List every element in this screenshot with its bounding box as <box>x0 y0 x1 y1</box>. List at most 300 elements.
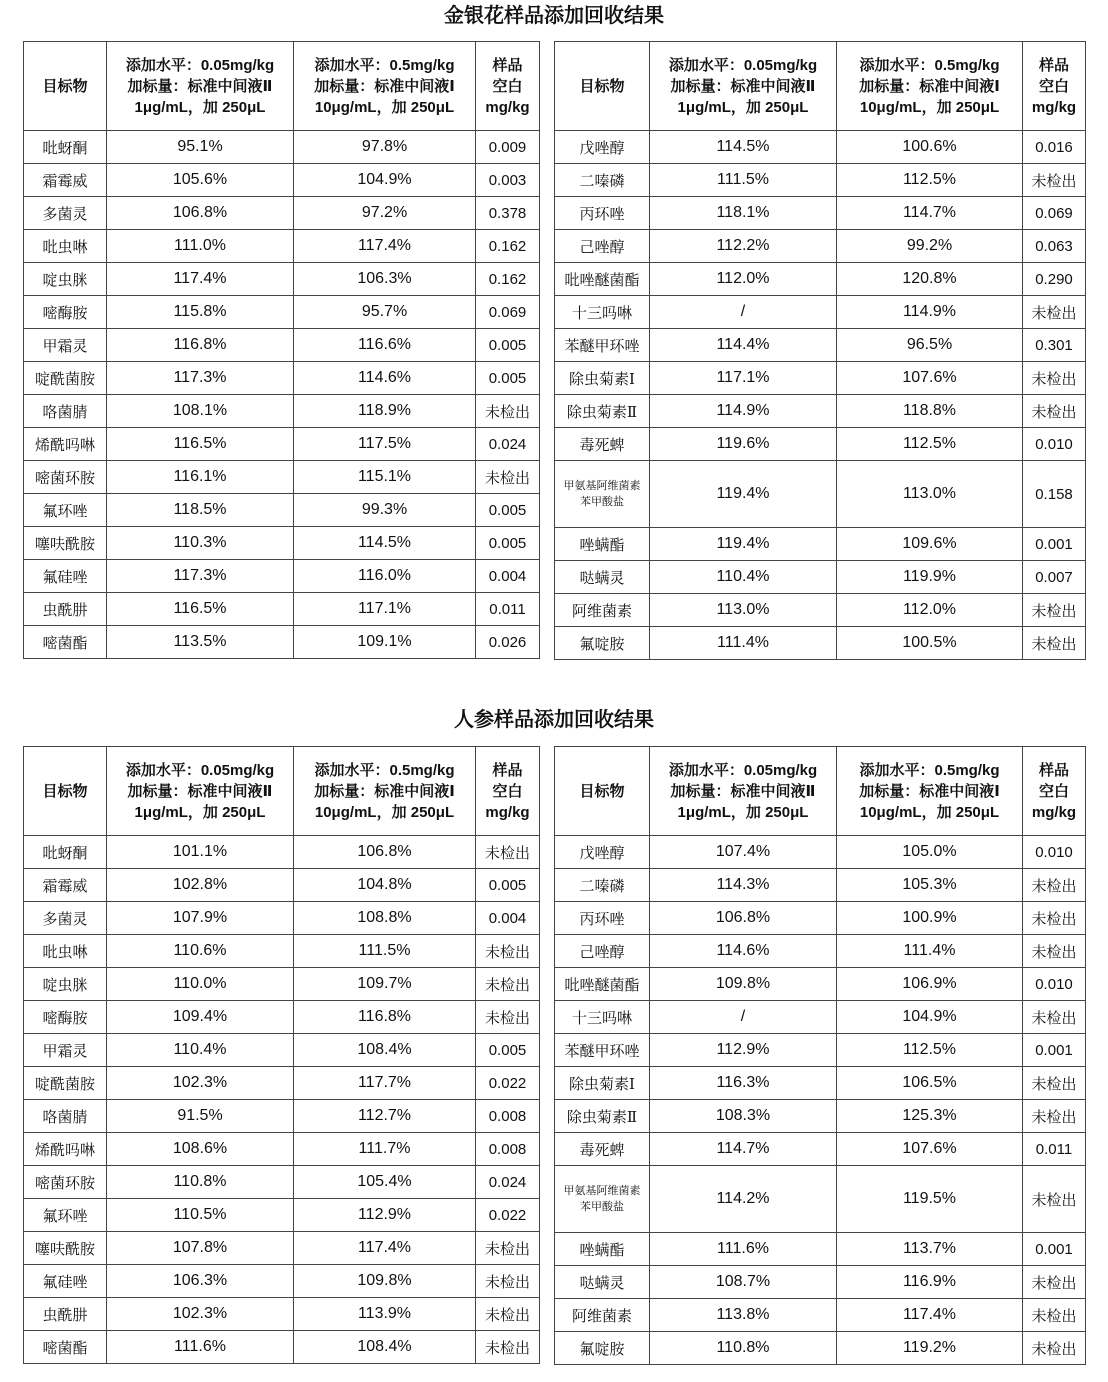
recovery-high: 97.8% <box>294 131 476 164</box>
analyte-name: 噻呋酰胺 <box>24 527 107 560</box>
recovery-high: 119.5% <box>837 1166 1023 1233</box>
header-row <box>24 42 540 131</box>
blank-value: 未检出 <box>476 1298 540 1331</box>
recovery-high: 99.2% <box>837 230 1023 263</box>
recovery-low: 109.8% <box>650 968 837 1001</box>
table-row <box>24 1232 540 1265</box>
recovery-low: 108.3% <box>650 1100 837 1133</box>
table-row <box>555 230 1086 263</box>
analyte-name: 烯酰吗啉 <box>24 428 107 461</box>
header-line: 添加水平：0.5mg/kg <box>314 761 455 779</box>
blank-value: 未检出 <box>476 1265 540 1298</box>
recovery-low: 113.0% <box>650 594 837 627</box>
recovery-high: 111.7% <box>294 1133 476 1166</box>
header-high <box>294 747 476 836</box>
header-high <box>837 42 1023 131</box>
recovery-high: 117.4% <box>837 1299 1023 1332</box>
analyte-name: 十三吗啉 <box>555 296 650 329</box>
recovery-high: 118.9% <box>294 395 476 428</box>
analyte-name: 毒死蜱 <box>555 428 650 461</box>
blank-value: 未检出 <box>1023 627 1086 660</box>
recovery-low: 116.5% <box>107 428 294 461</box>
header-low <box>107 42 294 131</box>
analyte-name: 唑螨酯 <box>555 528 650 561</box>
recovery-high: 116.9% <box>837 1266 1023 1299</box>
recovery-low: 117.3% <box>107 362 294 395</box>
recovery-low: 112.0% <box>650 263 837 296</box>
recovery-high: 112.5% <box>837 428 1023 461</box>
blank-value: 0.008 <box>476 1100 540 1133</box>
table-row <box>24 1166 540 1199</box>
recovery-low: 113.8% <box>650 1299 837 1332</box>
analyte-name: 己唑醇 <box>555 935 650 968</box>
recovery-low: 102.8% <box>107 869 294 902</box>
recovery-high: 111.4% <box>837 935 1023 968</box>
analyte-name: 虫酰肼 <box>24 1298 107 1331</box>
header-blank <box>1023 42 1086 131</box>
blank-value: 未检出 <box>1023 164 1086 197</box>
blank-value: 未检出 <box>476 935 540 968</box>
recovery-high: 114.7% <box>837 197 1023 230</box>
analyte-name: 甲氨基阿维菌素苯甲酸盐 <box>555 461 650 528</box>
recovery-high: 109.8% <box>294 1265 476 1298</box>
table-row <box>555 1266 1086 1299</box>
recovery-low: 110.0% <box>107 968 294 1001</box>
analyte-name: 唑螨酯 <box>555 1233 650 1266</box>
header-target: 目标物 <box>555 42 650 131</box>
analyte-name: 霜霉威 <box>24 869 107 902</box>
header-blank <box>1023 747 1086 836</box>
table-row <box>555 395 1086 428</box>
analyte-name: 除虫菊素Ⅰ <box>555 1067 650 1100</box>
recovery-low: 102.3% <box>107 1298 294 1331</box>
blank-value: 未检出 <box>1023 902 1086 935</box>
blank-value: 未检出 <box>1023 395 1086 428</box>
table-row <box>24 527 540 560</box>
analyte-name: 虫酰肼 <box>24 593 107 626</box>
recovery-table-right <box>554 41 1086 660</box>
table-row <box>24 593 540 626</box>
recovery-high: 117.4% <box>294 1232 476 1265</box>
table-row <box>555 561 1086 594</box>
table-row <box>555 1067 1086 1100</box>
header-line: 空白 <box>492 782 523 800</box>
recovery-low: / <box>650 296 837 329</box>
recovery-high: 105.0% <box>837 836 1023 869</box>
table-row <box>555 968 1086 1001</box>
analyte-name: 甲霜灵 <box>24 1034 107 1067</box>
recovery-high: 114.6% <box>294 362 476 395</box>
table-row <box>555 1034 1086 1067</box>
blank-value: 0.009 <box>476 131 540 164</box>
blank-value: 未检出 <box>476 1232 540 1265</box>
analyte-name: 啶虫脒 <box>24 968 107 1001</box>
recovery-low: 118.5% <box>107 494 294 527</box>
recovery-high: 95.7% <box>294 296 476 329</box>
analyte-name: 氟环唑 <box>24 1199 107 1232</box>
header-row <box>555 42 1086 131</box>
header-line: mg/kg <box>485 803 530 821</box>
recovery-low: 114.4% <box>650 329 837 362</box>
recovery-high: 116.8% <box>294 1001 476 1034</box>
recovery-low: 111.5% <box>650 164 837 197</box>
blank-value: 0.001 <box>1023 528 1086 561</box>
table-row <box>24 1133 540 1166</box>
table-row <box>24 263 540 296</box>
table-row <box>24 1001 540 1034</box>
blank-value: 0.011 <box>1023 1133 1086 1166</box>
recovery-table-left <box>23 746 540 1364</box>
analyte-name: 氟硅唑 <box>24 1265 107 1298</box>
analyte-name: 多菌灵 <box>24 902 107 935</box>
table-row <box>555 362 1086 395</box>
blank-value: 0.162 <box>476 230 540 263</box>
analyte-name: 氟啶胺 <box>555 1332 650 1365</box>
recovery-high: 113.0% <box>837 461 1023 528</box>
blank-value: 0.301 <box>1023 329 1086 362</box>
header-line: 添加水平：0.05mg/kg <box>668 56 818 74</box>
analyte-name: 戊唑醇 <box>555 131 650 164</box>
recovery-low: 110.3% <box>107 527 294 560</box>
recovery-low: 117.4% <box>107 263 294 296</box>
table-row <box>24 131 540 164</box>
header-line: 加标量：标准中间液Ⅰ <box>859 782 1000 800</box>
table-row <box>24 461 540 494</box>
analyte-name: 啶酰菌胺 <box>24 362 107 395</box>
recovery-low: 113.5% <box>107 626 294 659</box>
header-row <box>24 747 540 836</box>
header-line: 添加水平：0.05mg/kg <box>125 761 275 779</box>
blank-value: 未检出 <box>476 1001 540 1034</box>
recovery-high: 100.9% <box>837 902 1023 935</box>
header-line: mg/kg <box>1031 803 1077 821</box>
recovery-high: 109.7% <box>294 968 476 1001</box>
recovery-low: 111.0% <box>107 230 294 263</box>
recovery-low: 116.8% <box>107 329 294 362</box>
blank-value: 未检出 <box>476 461 540 494</box>
blank-value: 0.158 <box>1023 461 1086 528</box>
table-row <box>24 197 540 230</box>
recovery-low: 106.8% <box>107 197 294 230</box>
header-line: 加标量：标准中间液Ⅱ <box>127 782 273 800</box>
header-line: mg/kg <box>485 98 530 116</box>
recovery-low: 111.6% <box>650 1233 837 1266</box>
header-line: 添加水平：0.5mg/kg <box>314 56 455 74</box>
table-row <box>555 836 1086 869</box>
recovery-low: 101.1% <box>107 836 294 869</box>
recovery-high: 106.9% <box>837 968 1023 1001</box>
recovery-low: 116.3% <box>650 1067 837 1100</box>
recovery-low: 107.9% <box>107 902 294 935</box>
table-row <box>555 164 1086 197</box>
header-line: 加标量：标准中间液Ⅱ <box>670 782 816 800</box>
analyte-name: 阿维菌素 <box>555 1299 650 1332</box>
recovery-low: 111.6% <box>107 1331 294 1364</box>
recovery-high: 119.9% <box>837 561 1023 594</box>
recovery-low: 116.5% <box>107 593 294 626</box>
blank-value: 未检出 <box>1023 869 1086 902</box>
blank-value: 0.005 <box>476 527 540 560</box>
analyte-name: 吡蚜酮 <box>24 131 107 164</box>
blank-value: 0.069 <box>476 296 540 329</box>
recovery-low: 110.8% <box>107 1166 294 1199</box>
recovery-low: 110.4% <box>107 1034 294 1067</box>
table-row <box>555 197 1086 230</box>
header-line: 1μg/mL，加 250μL <box>134 98 266 116</box>
analyte-name: 吡虫啉 <box>24 230 107 263</box>
recovery-low: 118.1% <box>650 197 837 230</box>
table-row <box>24 869 540 902</box>
header-target: 目标物 <box>24 747 107 836</box>
analyte-name: 甲氨基阿维菌素苯甲酸盐 <box>555 1166 650 1233</box>
recovery-high: 104.9% <box>837 1001 1023 1034</box>
blank-value: 0.008 <box>476 1133 540 1166</box>
table-row <box>555 1166 1086 1233</box>
table-row <box>24 230 540 263</box>
header-line: 样品 <box>492 761 523 779</box>
table-row <box>24 1067 540 1100</box>
header-line: 加标量：标准中间液Ⅰ <box>314 782 455 800</box>
table-row <box>555 296 1086 329</box>
table-row <box>555 1133 1086 1166</box>
blank-value: 0.011 <box>476 593 540 626</box>
table-row <box>555 1001 1086 1034</box>
recovery-high: 109.1% <box>294 626 476 659</box>
blank-value: 未检出 <box>476 836 540 869</box>
table-row <box>24 935 540 968</box>
analyte-name: 戊唑醇 <box>555 836 650 869</box>
header-line: 加标量：标准中间液Ⅱ <box>127 77 273 95</box>
blank-value: 0.010 <box>1023 968 1086 1001</box>
recovery-high: 113.7% <box>837 1233 1023 1266</box>
header-high <box>294 42 476 131</box>
recovery-high: 100.6% <box>837 131 1023 164</box>
header-line: 添加水平：0.5mg/kg <box>859 761 1000 779</box>
recovery-low: 110.6% <box>107 935 294 968</box>
recovery-high: 108.8% <box>294 902 476 935</box>
analyte-name: 吡唑醚菌酯 <box>555 968 650 1001</box>
header-target: 目标物 <box>555 747 650 836</box>
analyte-name: 嘧菌环胺 <box>24 461 107 494</box>
table-row <box>24 560 540 593</box>
recovery-low: 111.4% <box>650 627 837 660</box>
analyte-name: 氟环唑 <box>24 494 107 527</box>
analyte-name: 二嗪磷 <box>555 164 650 197</box>
recovery-high: 104.8% <box>294 869 476 902</box>
blank-value: 0.016 <box>1023 131 1086 164</box>
recovery-low: 91.5% <box>107 1100 294 1133</box>
recovery-low: 107.8% <box>107 1232 294 1265</box>
table-row <box>555 1332 1086 1365</box>
table-row <box>24 164 540 197</box>
recovery-high: 100.5% <box>837 627 1023 660</box>
analyte-name: 啶酰菌胺 <box>24 1067 107 1100</box>
recovery-low: 109.4% <box>107 1001 294 1034</box>
analyte-name: 嘧菌酯 <box>24 626 107 659</box>
blank-value: 未检出 <box>476 968 540 1001</box>
recovery-high: 114.5% <box>294 527 476 560</box>
recovery-low: 112.9% <box>650 1034 837 1067</box>
blank-value: 0.007 <box>1023 561 1086 594</box>
blank-value: 未检出 <box>1023 1100 1086 1133</box>
blank-value: 0.162 <box>476 263 540 296</box>
blank-value: 0.290 <box>1023 263 1086 296</box>
recovery-high: 112.7% <box>294 1100 476 1133</box>
recovery-high: 116.0% <box>294 560 476 593</box>
recovery-low: 119.4% <box>650 461 837 528</box>
analyte-name: 苯醚甲环唑 <box>555 329 650 362</box>
recovery-high: 117.1% <box>294 593 476 626</box>
analyte-name: 阿维菌素 <box>555 594 650 627</box>
analyte-name: 吡唑醚菌酯 <box>555 263 650 296</box>
table-row <box>555 528 1086 561</box>
recovery-high: 117.7% <box>294 1067 476 1100</box>
header-line: 10μg/mL，加 250μL <box>314 98 455 116</box>
table-row <box>24 494 540 527</box>
table-row <box>555 869 1086 902</box>
table-row <box>24 836 540 869</box>
table-row <box>24 296 540 329</box>
recovery-high: 112.0% <box>837 594 1023 627</box>
analyte-name: 吡虫啉 <box>24 935 107 968</box>
analyte-name: 除虫菊素Ⅰ <box>555 362 650 395</box>
recovery-high: 116.6% <box>294 329 476 362</box>
recovery-high: 107.6% <box>837 362 1023 395</box>
recovery-low: 110.8% <box>650 1332 837 1365</box>
recovery-high: 120.8% <box>837 263 1023 296</box>
blank-value: 0.010 <box>1023 428 1086 461</box>
analyte-name: 哒螨灵 <box>555 1266 650 1299</box>
recovery-low: 110.5% <box>107 1199 294 1232</box>
recovery-low: 108.6% <box>107 1133 294 1166</box>
analyte-name: 嘧菌环胺 <box>24 1166 107 1199</box>
blank-value: 0.024 <box>476 1166 540 1199</box>
blank-value: 未检出 <box>1023 594 1086 627</box>
blank-value: 未检出 <box>1023 935 1086 968</box>
table-row <box>555 594 1086 627</box>
analyte-name: 咯菌腈 <box>24 1100 107 1133</box>
recovery-high: 118.8% <box>837 395 1023 428</box>
blank-value: 0.005 <box>476 362 540 395</box>
recovery-high: 108.4% <box>294 1034 476 1067</box>
table-row <box>24 395 540 428</box>
recovery-high: 108.4% <box>294 1331 476 1364</box>
header-line: 10μg/mL，加 250μL <box>314 803 455 821</box>
recovery-high: 106.8% <box>294 836 476 869</box>
recovery-low: 115.8% <box>107 296 294 329</box>
table-row <box>555 1299 1086 1332</box>
header-low <box>107 747 294 836</box>
recovery-high: 105.3% <box>837 869 1023 902</box>
table-row <box>24 968 540 1001</box>
table-row <box>555 428 1086 461</box>
table-row <box>555 627 1086 660</box>
table-row <box>24 362 540 395</box>
blank-value: 0.001 <box>1023 1034 1086 1067</box>
analyte-name: 多菌灵 <box>24 197 107 230</box>
blank-value: 未检出 <box>476 1331 540 1364</box>
recovery-high: 114.9% <box>837 296 1023 329</box>
blank-value: 未检出 <box>1023 362 1086 395</box>
recovery-low: 112.2% <box>650 230 837 263</box>
blank-value: 0.005 <box>476 329 540 362</box>
blank-value: 未检出 <box>1023 296 1086 329</box>
analyte-name: 丙环唑 <box>555 902 650 935</box>
recovery-low: 107.4% <box>650 836 837 869</box>
analyte-name: 二嗪磷 <box>555 869 650 902</box>
blank-value: 未检出 <box>1023 1001 1086 1034</box>
recovery-high: 112.5% <box>837 1034 1023 1067</box>
analyte-name: 霜霉威 <box>24 164 107 197</box>
analyte-name: 甲霜灵 <box>24 329 107 362</box>
section-title: 人参样品添加回收结果 <box>454 707 654 731</box>
recovery-high: 104.9% <box>294 164 476 197</box>
recovery-high: 112.9% <box>294 1199 476 1232</box>
recovery-low: 114.2% <box>650 1166 837 1233</box>
recovery-table-left <box>23 41 540 659</box>
recovery-high: 117.4% <box>294 230 476 263</box>
recovery-high: 115.1% <box>294 461 476 494</box>
table-row <box>24 626 540 659</box>
table-row <box>24 428 540 461</box>
analyte-name: 己唑醇 <box>555 230 650 263</box>
header-line: 1μg/mL，加 250μL <box>677 803 809 821</box>
recovery-high: 107.6% <box>837 1133 1023 1166</box>
recovery-low: 117.1% <box>650 362 837 395</box>
recovery-low: 119.6% <box>650 428 837 461</box>
analyte-name: 除虫菊素Ⅱ <box>555 1100 650 1133</box>
table-row <box>24 1100 540 1133</box>
blank-value: 0.005 <box>476 494 540 527</box>
analyte-name: 除虫菊素Ⅱ <box>555 395 650 428</box>
table-row <box>555 935 1086 968</box>
analyte-name: 丙环唑 <box>555 197 650 230</box>
blank-value: 0.063 <box>1023 230 1086 263</box>
header-high <box>837 747 1023 836</box>
blank-value: 0.004 <box>476 902 540 935</box>
recovery-low: 106.3% <box>107 1265 294 1298</box>
recovery-low: 105.6% <box>107 164 294 197</box>
recovery-high: 113.9% <box>294 1298 476 1331</box>
analyte-name: 嘧酶胺 <box>24 296 107 329</box>
recovery-high: 105.4% <box>294 1166 476 1199</box>
analyte-name: 哒螨灵 <box>555 561 650 594</box>
analyte-name: 十三吗啉 <box>555 1001 650 1034</box>
blank-value: 未检出 <box>1023 1266 1086 1299</box>
recovery-high: 117.5% <box>294 428 476 461</box>
header-line: 添加水平：0.05mg/kg <box>125 56 275 74</box>
blank-value: 0.005 <box>476 1034 540 1067</box>
table-row <box>555 1100 1086 1133</box>
recovery-table-right <box>554 746 1086 1365</box>
analyte-name: 氟硅唑 <box>24 560 107 593</box>
recovery-high: 99.3% <box>294 494 476 527</box>
analyte-name: 苯醚甲环唑 <box>555 1034 650 1067</box>
blank-value: 0.003 <box>476 164 540 197</box>
table-row <box>555 902 1086 935</box>
header-line: 加标量：标准中间液Ⅰ <box>859 77 1000 95</box>
recovery-low: 119.4% <box>650 528 837 561</box>
blank-value: 0.022 <box>476 1199 540 1232</box>
blank-value: 0.022 <box>476 1067 540 1100</box>
recovery-high: 106.3% <box>294 263 476 296</box>
table-row <box>24 1265 540 1298</box>
table-row <box>555 1233 1086 1266</box>
header-low <box>650 42 837 131</box>
recovery-high: 97.2% <box>294 197 476 230</box>
header-line: 样品 <box>1038 56 1069 74</box>
analyte-name: 啶虫脒 <box>24 263 107 296</box>
